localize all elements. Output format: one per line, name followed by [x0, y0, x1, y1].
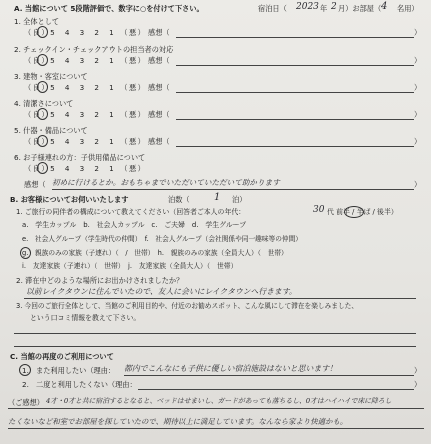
q3-circle-mark	[37, 81, 48, 93]
q5-impression-line	[176, 146, 414, 147]
q4-impression-label: 感想（	[148, 110, 170, 119]
q3-impression-label: 感想（	[148, 83, 170, 92]
section-b-title: B. お客様についてお伺いいたします	[10, 195, 129, 204]
age-suffix: 代 前半 / 半ば / 後半）	[327, 208, 398, 216]
c-opt1-close: ）	[414, 366, 422, 375]
opt-g-circle-mark	[20, 247, 31, 259]
q3-close: ）	[414, 83, 422, 92]
c-opt2-label: 二度と利用したくない（理由：	[36, 380, 137, 389]
q1-circle-mark	[37, 26, 48, 38]
age-value: 30	[313, 205, 325, 215]
stay-month: 2	[331, 2, 337, 12]
q3-impression-line	[176, 92, 414, 93]
q5-close: ）	[414, 137, 422, 146]
c-opt1-circle-mark	[19, 364, 31, 376]
b-opt-i: i. 友達家族（子連れ）（ 世帯） j. 友達家族（全員大人）（ 世帯）	[22, 262, 238, 270]
c-opt2-line	[138, 389, 414, 390]
q6-impression-line	[52, 189, 414, 190]
q2-close: ）	[414, 56, 422, 65]
c-opt1-reason: 都内でこんなにも子供に優しい宿泊施設はないと思います！	[124, 364, 338, 373]
q3-rating: （良）5 4 3 2 1 （悪）	[24, 83, 147, 92]
q6-impression-label: 感想（	[24, 180, 46, 189]
guest-count: 4	[381, 1, 388, 12]
q6-label: 6. お子様連れの方：子供用備品について	[14, 153, 146, 162]
q2-impression-line	[176, 65, 414, 66]
b-q2-answer: 以前レイクタウンに住んでいたので、友人に会いにレイクタウンへ行きます。	[26, 287, 297, 296]
stay-date-label: 宿泊日（	[258, 4, 287, 13]
q4-close: ）	[414, 110, 422, 119]
q5-circle-mark	[37, 135, 48, 147]
c-comment-rule-1	[8, 408, 424, 409]
q5-rating: （良）5 4 3 2 1 （悪）	[24, 137, 147, 146]
q3-label: 3. 建物・客室について	[14, 72, 88, 81]
b-opt-g: g. 親族のみの家族（子連れ）（ / 世帯） h. 親族のみの家族（全員大人）（ 世帯）	[22, 249, 288, 257]
b-opt-a: a. 学生カップル b. 社会人カップル c. ご夫婦 d. 学生グループ	[22, 221, 247, 229]
b-q2-line	[24, 298, 416, 299]
q2-rating: （良）5 4 3 2 1 （悪）	[24, 56, 147, 65]
b-opt-e: e. 社会人グループ（学生時代の仲間） f. 社会人グループ（会社関係や同一趣味等の仲間）	[22, 235, 302, 243]
q4-label: 4. 清潔さについて	[14, 99, 74, 108]
nights-value: 1	[214, 192, 221, 203]
q6-circle-mark	[37, 162, 48, 174]
q6-comment: 初めに行けるとか。おもちゃまでいただいていただいて助かります	[52, 178, 280, 187]
b-q1: 1. ご旅行の同伴者の構成について教えてください（回答者ご本人の年代：	[16, 208, 246, 216]
c-comment-line-2: たくないなど和室でお部屋を探していたので、期待以上に満足しています。なんなら家より快適かも。	[8, 417, 348, 426]
b-q3b: という口コミ情報を教えて下さい。	[30, 314, 141, 322]
q5-impression-label: 感想（	[148, 137, 170, 146]
c-opt1-line	[124, 375, 414, 376]
q6-close: ）	[414, 180, 422, 189]
q2-label: 2. チェックイン・チェックアウトの担当者の対応	[14, 45, 174, 54]
c-opt1-num: 1.	[22, 366, 29, 375]
room-label: 月）お部屋（	[338, 4, 382, 13]
q4-impression-line	[176, 119, 414, 120]
b-q2: 2. 滞在中どのような場所にお出かけされましたか？	[16, 276, 184, 285]
b-q3a: 3. 今回のご旅行全体として、当館のご利用目的や、付近のお勧めスポット、こんな風にして滞在を楽しみました、	[16, 302, 359, 310]
section-c-title: C. 当館の再度のご利用について	[10, 352, 114, 361]
q5-label: 5. 什器・備品について	[14, 126, 88, 135]
c-opt2-num: 2.	[22, 380, 29, 389]
q2-circle-mark	[37, 54, 48, 66]
c-impression-label: （ご感想）	[8, 398, 44, 407]
q1-impression-line	[176, 37, 414, 38]
stay-year: 2023	[296, 2, 319, 12]
c-opt2-close: ）	[414, 380, 422, 389]
guest-unit: 名用）	[397, 4, 419, 13]
nights-label: 泊数（	[168, 195, 190, 204]
b-q3-line-2	[14, 346, 416, 347]
q4-circle-mark	[37, 108, 48, 120]
c-opt1-label: また利用したい（理由：	[36, 366, 116, 375]
c-comment-line-1: 4才・0才と共に宿泊するとなると、ベッドはせまいし、ガードがあっても落ちるし、0才はハイハイで床に降ろし	[46, 397, 392, 405]
q1-close: ）	[414, 28, 422, 37]
year-sep: 年	[320, 4, 328, 13]
c-comment-rule-2	[8, 428, 424, 429]
q1-impression-label: 感想（	[148, 28, 170, 37]
q2-impression-label: 感想（	[148, 56, 170, 65]
q4-rating: （良）5 4 3 2 1 （悪）	[24, 110, 147, 119]
q1-rating: （良）5 4 3 2 1 （悪）	[24, 28, 147, 37]
nights-unit: 泊）	[232, 195, 247, 204]
age-circle-mark	[344, 206, 364, 218]
q6-rating: （良）5 4 3 2 1 （悪）	[24, 164, 147, 173]
b-q3-line-1	[14, 333, 416, 334]
section-a-title: A. 当館について 5段階評価で、数字に○を付けて下さい。	[14, 4, 204, 13]
q1-label: 1. 全体として	[14, 17, 60, 26]
